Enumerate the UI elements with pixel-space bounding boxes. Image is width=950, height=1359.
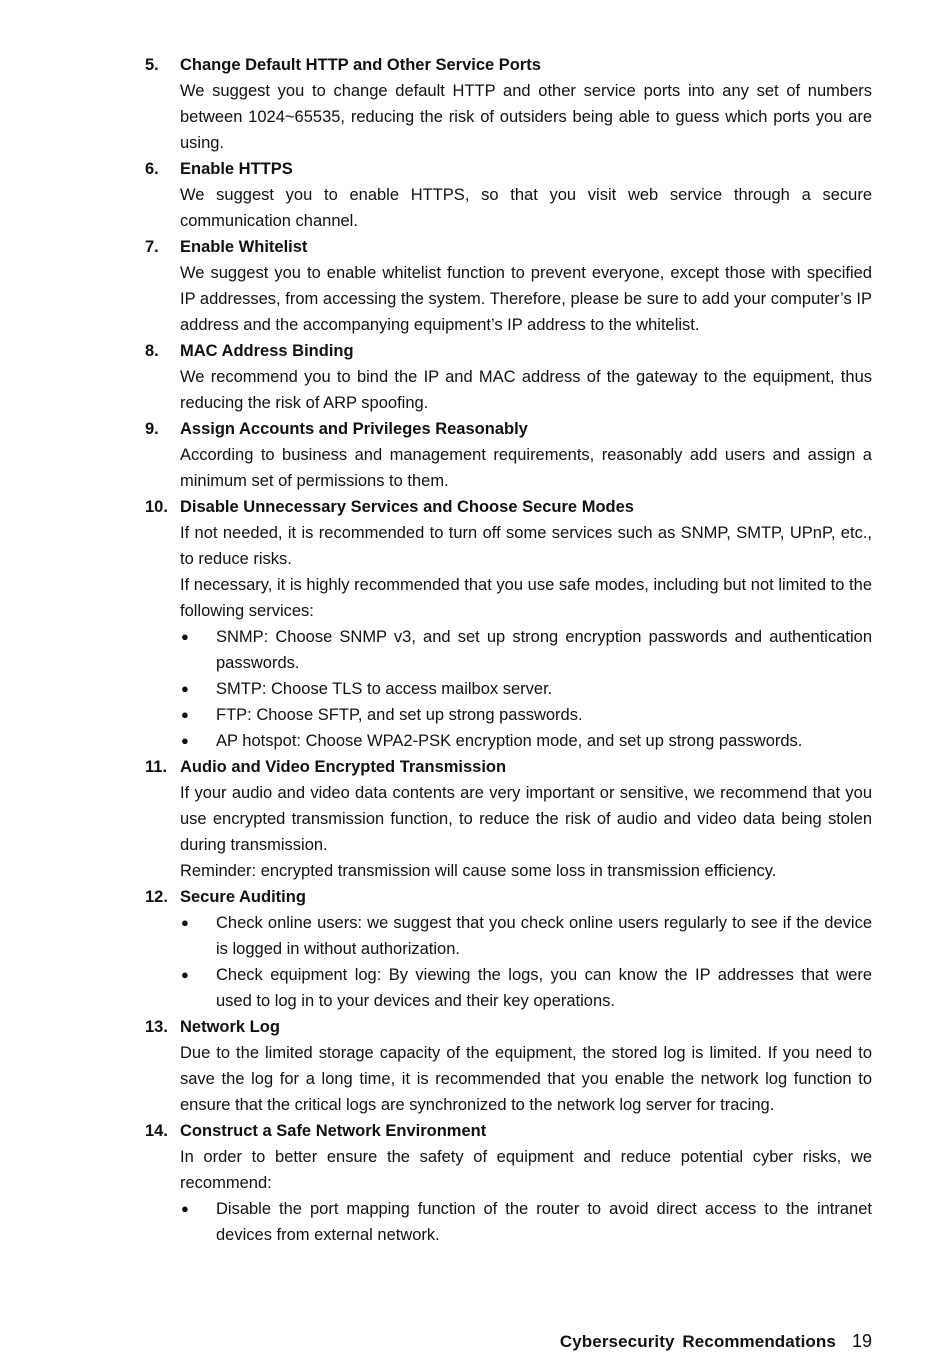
bullet-dot-icon: ● xyxy=(181,915,189,930)
item-number: 8. xyxy=(145,342,159,360)
bullet-dot-icon: ● xyxy=(181,733,189,748)
list-item xyxy=(145,884,872,1014)
item-number: 5. xyxy=(145,56,159,74)
list-item xyxy=(145,1014,872,1118)
bullet-text: Disable the port mapping function of the router to avoid direct access to the intranet devices from external network. xyxy=(216,1200,872,1244)
item-heading: Audio and Video Encrypted Transmission xyxy=(180,758,507,776)
bullet-text: SMTP: Choose TLS to access mailbox server. xyxy=(216,680,553,698)
bullet-item xyxy=(180,676,872,702)
item-heading: MAC Address Binding xyxy=(180,342,354,360)
list-item xyxy=(145,338,872,416)
item-body xyxy=(180,52,872,156)
bullet-text: SNMP: Choose SNMP v3, and set up strong encryption passwords and authentication passwords. xyxy=(216,628,872,672)
item-heading: Enable Whitelist xyxy=(180,238,308,256)
list-item xyxy=(145,494,872,754)
item-heading: Secure Auditing xyxy=(180,888,306,906)
bullet-dot-icon: ● xyxy=(181,707,189,722)
bullet-item xyxy=(180,702,872,728)
bullet-text: Check equipment log: By viewing the logs, you can know the IP addresses that were used to log in to your devices and their key operations. xyxy=(216,966,872,1010)
item-paragraph: We suggest you to change default HTTP and other service ports into any set of numbers between 1024~65535, reducing the risk of outsiders being able to guess which ports you are using. xyxy=(180,82,872,152)
list-item xyxy=(145,416,872,494)
item-paragraph: If your audio and video data contents are very important or sensitive, we recommend that you use encrypted transmission function, to reduce the risk of audio and video data being stolen during transmission. xyxy=(180,784,872,854)
bullet-text: AP hotspot: Choose WPA2-PSK encryption mode, and set up strong passwords. xyxy=(216,732,803,750)
bullet-item xyxy=(180,624,872,676)
item-body xyxy=(180,754,872,884)
bullet-dot-icon: ● xyxy=(181,681,189,696)
page-number: 19 xyxy=(851,1331,872,1351)
bullet-item xyxy=(180,1196,872,1248)
bullet-text: Check online users: we suggest that you check online users regularly to see if the device is logged in without authorization. xyxy=(216,914,872,958)
list-item xyxy=(145,754,872,884)
item-number: 14. xyxy=(145,1122,168,1140)
item-number: 13. xyxy=(145,1018,168,1036)
item-number: 6. xyxy=(145,160,159,178)
item-number: 11. xyxy=(145,758,168,776)
item-body xyxy=(180,338,872,416)
item-paragraph: We recommend you to bind the IP and MAC address of the gateway to the equipment, thus reducing the risk of ARP spoofing. xyxy=(180,368,872,412)
item-paragraph: Due to the limited storage capacity of the equipment, the stored log is limited. If you need to save the log for a long time, it is recommended that you enable the network log function to ensure that the critical logs are synchronized to the network log server for tracing. xyxy=(180,1044,872,1114)
recommendations-list xyxy=(145,52,872,1248)
item-heading: Construct a Safe Network Environment xyxy=(180,1122,487,1140)
bullet-item xyxy=(180,728,872,754)
item-paragraph: If not needed, it is recommended to turn off some services such as SNMP, SMTP, UPnP, etc., to reduce risks. xyxy=(180,524,872,568)
item-body xyxy=(180,884,872,1014)
item-paragraph: Reminder: encrypted transmission will cause some loss in transmission efficiency. xyxy=(180,862,777,880)
bullet-dot-icon: ● xyxy=(181,967,189,982)
item-number: 10. xyxy=(145,498,168,516)
footer-title: Cybersecurity Recommendations xyxy=(559,1332,836,1351)
page-footer xyxy=(560,1329,872,1354)
item-heading: Enable HTTPS xyxy=(180,160,293,178)
bullet-item xyxy=(180,962,872,1014)
item-body xyxy=(180,416,872,494)
item-body xyxy=(180,1014,872,1118)
list-item xyxy=(145,52,872,156)
item-paragraph: In order to better ensure the safety of equipment and reduce potential cyber risks, we recommend: xyxy=(180,1148,872,1192)
item-body xyxy=(180,1118,872,1248)
item-heading: Disable Unnecessary Services and Choose Secure Modes xyxy=(180,498,634,516)
list-item xyxy=(145,1118,872,1248)
item-heading: Change Default HTTP and Other Service Ports xyxy=(180,56,541,74)
bullet-dot-icon: ● xyxy=(181,1201,189,1216)
item-number: 7. xyxy=(145,238,159,256)
item-body xyxy=(180,234,872,338)
item-paragraph: We suggest you to enable whitelist function to prevent everyone, except those with specified IP addresses, from accessing the system. Therefore, please be sure to add your computer’s IP address and the accompanying equipment’s IP address to the whitelist. xyxy=(180,264,872,334)
item-paragraph: According to business and management requirements, reasonably add users and assign a minimum set of permissions to them. xyxy=(180,446,872,490)
list-item xyxy=(145,156,872,234)
item-heading: Network Log xyxy=(180,1018,280,1036)
item-body xyxy=(180,156,872,234)
bullet-item xyxy=(180,910,872,962)
item-body xyxy=(180,494,872,754)
list-item xyxy=(145,234,872,338)
bullet-dot-icon: ● xyxy=(181,629,189,644)
bullet-text: FTP: Choose SFTP, and set up strong passwords. xyxy=(216,706,583,724)
item-number: 9. xyxy=(145,420,159,438)
item-paragraph: We suggest you to enable HTTPS, so that you visit web service through a secure communication channel. xyxy=(180,186,872,230)
item-paragraph: If necessary, it is highly recommended that you use safe modes, including but not limited to the following services: xyxy=(180,576,872,620)
item-heading: Assign Accounts and Privileges Reasonably xyxy=(180,420,528,438)
item-number: 12. xyxy=(145,888,168,906)
